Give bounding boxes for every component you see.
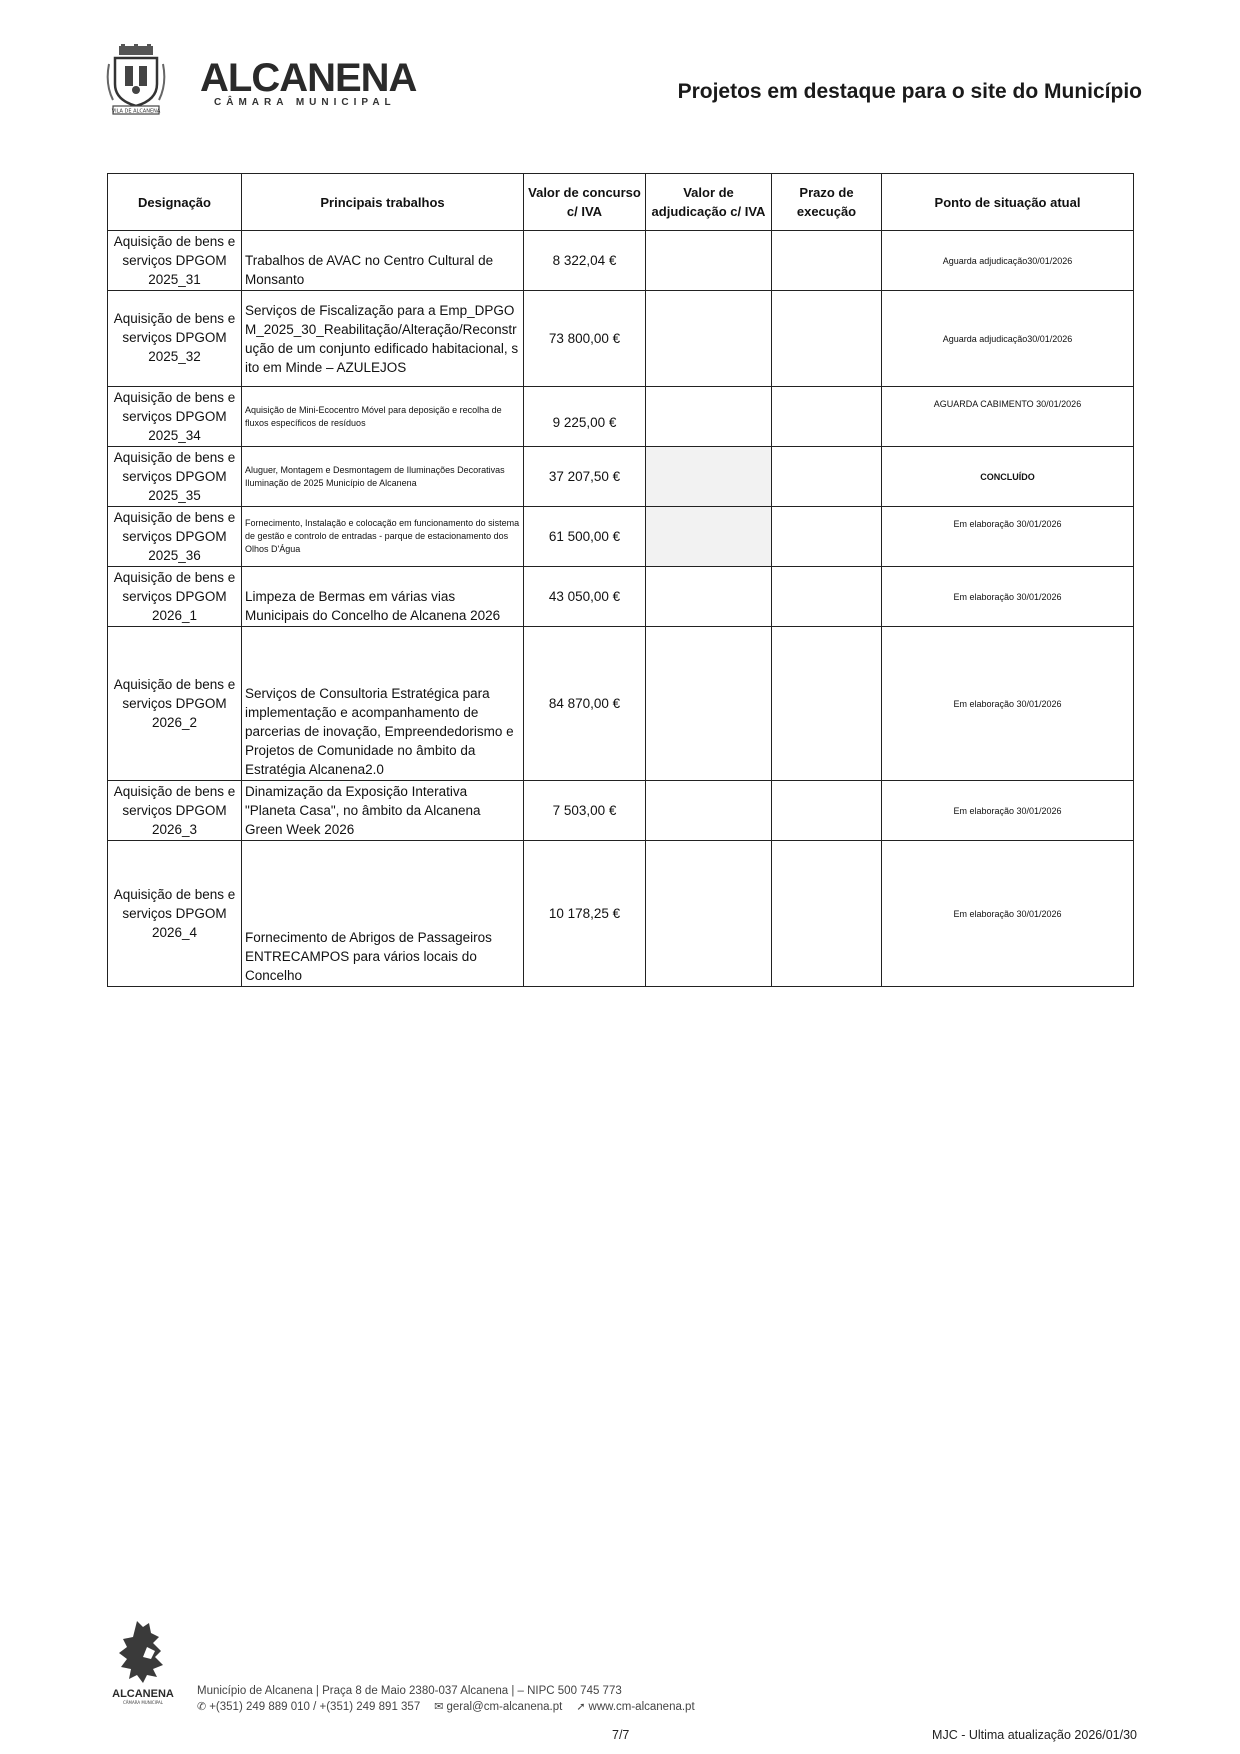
table-row bbox=[108, 447, 1134, 507]
footer-logo-word: ALCANENA bbox=[112, 1688, 174, 1700]
cell-trabalhos: Aluguer, Montagem e Desmontagem de Iluminações Decorativas Iluminação de 2025 Município de Alcanena bbox=[242, 447, 524, 507]
cell-prazo bbox=[772, 507, 882, 567]
cursor-icon: ➚ bbox=[576, 1701, 586, 1713]
col-principais-trabalhos: Principais trabalhos bbox=[242, 174, 524, 231]
col-designacao: Designação bbox=[108, 174, 242, 231]
footer-contact-line bbox=[197, 1699, 695, 1715]
cell-trabalhos: Serviços de Fiscalização para a Emp_DPGOM_2025_30_Reabilitação/Alteração/Reconstrução de um conjunto edificado habitacional, sito em Minde – AZULEJOS bbox=[242, 291, 524, 387]
page-title: Projetos em destaque para o site do Município bbox=[677, 80, 1142, 103]
table-row bbox=[108, 627, 1134, 781]
col-valor-concurso: Valor de concurso c/ IVA bbox=[524, 174, 646, 231]
cell-valor-adjudicacao bbox=[646, 567, 772, 627]
cell-trabalhos: Dinamização da Exposição Interativa "Planeta Casa", no âmbito da Alcanena Green Week 2026 bbox=[242, 781, 524, 841]
cell-designacao: Aquisição de bens e serviços DPGOM 2026_3 bbox=[108, 781, 242, 841]
cell-prazo bbox=[772, 447, 882, 507]
municipality-map-icon bbox=[103, 1617, 183, 1707]
table-row bbox=[108, 567, 1134, 627]
cell-trabalhos: Fornecimento de Abrigos de Passageiros ENTRECAMPOS para vários locais do Concelho bbox=[242, 841, 524, 987]
cell-prazo bbox=[772, 841, 882, 987]
mail-icon: ✉ bbox=[434, 1701, 444, 1713]
footer-contacts bbox=[197, 1683, 695, 1715]
cell-designacao: Aquisição de bens e serviços DPGOM 2025_31 bbox=[108, 231, 242, 291]
col-valor-adjudicacao: Valor de adjudicação c/ IVA bbox=[646, 174, 772, 231]
crest-ribbon: VILA DE ALCANENA bbox=[111, 108, 161, 115]
cell-designacao: Aquisição de bens e serviços DPGOM 2025_36 bbox=[108, 507, 242, 567]
cell-designacao: Aquisição de bens e serviços DPGOM 2025_34 bbox=[108, 387, 242, 447]
cell-valor-concurso: 7 503,00 € bbox=[524, 781, 646, 841]
cell-situacao: Em elaboração 30/01/2026 bbox=[882, 507, 1134, 567]
cell-valor-adjudicacao bbox=[646, 507, 772, 567]
cell-valor-concurso: 43 050,00 € bbox=[524, 567, 646, 627]
cell-situacao: Em elaboração 30/01/2026 bbox=[882, 567, 1134, 627]
footer-phones: +(351) 249 889 010 / +(351) 249 891 357 bbox=[209, 1701, 421, 1713]
cell-valor-concurso: 10 178,25 € bbox=[524, 841, 646, 987]
cell-designacao: Aquisição de bens e serviços DPGOM 2025_32 bbox=[108, 291, 242, 387]
cell-valor-concurso: 9 225,00 € bbox=[524, 387, 646, 447]
cell-situacao: CONCLUÍDO bbox=[882, 447, 1134, 507]
cell-trabalhos: Trabalhos de AVAC no Centro Cultural de Monsanto bbox=[242, 231, 524, 291]
cell-designacao: Aquisição de bens e serviços DPGOM 2026_2 bbox=[108, 627, 242, 781]
cell-prazo bbox=[772, 627, 882, 781]
cell-valor-adjudicacao bbox=[646, 291, 772, 387]
cell-situacao: Em elaboração 30/01/2026 bbox=[882, 841, 1134, 987]
cell-designacao: Aquisição de bens e serviços DPGOM 2026_1 bbox=[108, 567, 242, 627]
table-row bbox=[108, 291, 1134, 387]
cell-prazo bbox=[772, 567, 882, 627]
cell-prazo bbox=[772, 231, 882, 291]
logo-subtitle: CÂMARA MUNICIPAL bbox=[214, 97, 396, 108]
projects-table bbox=[107, 173, 1134, 987]
cell-valor-concurso: 84 870,00 € bbox=[524, 627, 646, 781]
table-header-row bbox=[108, 174, 1134, 231]
cell-valor-concurso: 73 800,00 € bbox=[524, 291, 646, 387]
cell-trabalhos: Serviços de Consultoria Estratégica para implementação e acompanhamento de parcerias de inovação, Empreendedorismo e Projetos de Comunidade no âmbito da Estratégia Alcanena2.0 bbox=[242, 627, 524, 781]
last-updated: MJC - Ultima atualização 2026/01/30 bbox=[932, 1728, 1137, 1742]
crest-icon bbox=[105, 44, 167, 116]
table-row bbox=[108, 841, 1134, 987]
footer-address-line: Município de Alcanena | Praça 8 de Maio 2380-037 Alcanena | – NIPC 500 745 773 bbox=[197, 1685, 622, 1697]
cell-situacao: Em elaboração 30/01/2026 bbox=[882, 781, 1134, 841]
cell-designacao: Aquisição de bens e serviços DPGOM 2026_4 bbox=[108, 841, 242, 987]
col-prazo-execucao: Prazo de execução bbox=[772, 174, 882, 231]
cell-valor-adjudicacao bbox=[646, 447, 772, 507]
cell-situacao: Aguarda adjudicação30/01/2026 bbox=[882, 291, 1134, 387]
cell-valor-adjudicacao bbox=[646, 231, 772, 291]
cell-prazo bbox=[772, 387, 882, 447]
cell-valor-concurso: 8 322,04 € bbox=[524, 231, 646, 291]
cell-situacao: AGUARDA CABIMENTO 30/01/2026 bbox=[882, 387, 1134, 447]
cell-valor-concurso: 37 207,50 € bbox=[524, 447, 646, 507]
footer-website[interactable]: www.cm-alcanena.pt bbox=[588, 1701, 695, 1713]
cell-prazo bbox=[772, 291, 882, 387]
table-row bbox=[108, 781, 1134, 841]
cell-trabalhos: Aquisição de Mini-Ecocentro Móvel para deposição e recolha de fluxos específicos de resíduos bbox=[242, 387, 524, 447]
cell-situacao: Em elaboração 30/01/2026 bbox=[882, 627, 1134, 781]
table-row bbox=[108, 507, 1134, 567]
cell-valor-adjudicacao bbox=[646, 627, 772, 781]
table-row bbox=[108, 387, 1134, 447]
cell-situacao: Aguarda adjudicação30/01/2026 bbox=[882, 231, 1134, 291]
cell-valor-adjudicacao bbox=[646, 387, 772, 447]
logo-wordmark: ALCANENA bbox=[200, 56, 417, 100]
cell-trabalhos: Fornecimento, Instalação e colocação em funcionamento do sistema de gestão e controlo de entradas - parque de estacionamento dos Olhos D'Água bbox=[242, 507, 524, 567]
cell-prazo bbox=[772, 781, 882, 841]
cell-designacao: Aquisição de bens e serviços DPGOM 2025_35 bbox=[108, 447, 242, 507]
col-ponto-situacao: Ponto de situação atual bbox=[882, 174, 1134, 231]
cell-valor-concurso: 61 500,00 € bbox=[524, 507, 646, 567]
footer-email[interactable]: geral@cm-alcanena.pt bbox=[446, 1701, 563, 1713]
cell-valor-adjudicacao bbox=[646, 841, 772, 987]
table-row bbox=[108, 231, 1134, 291]
footer-logo-sub: CÂMARA MUNICIPAL bbox=[123, 1700, 163, 1705]
phone-icon: ✆ bbox=[197, 1701, 207, 1713]
cell-valor-adjudicacao bbox=[646, 781, 772, 841]
cell-trabalhos: Limpeza de Bermas em várias vias Municipais do Concelho de Alcanena 2026 bbox=[242, 567, 524, 627]
page-number: 7/7 bbox=[612, 1728, 630, 1742]
